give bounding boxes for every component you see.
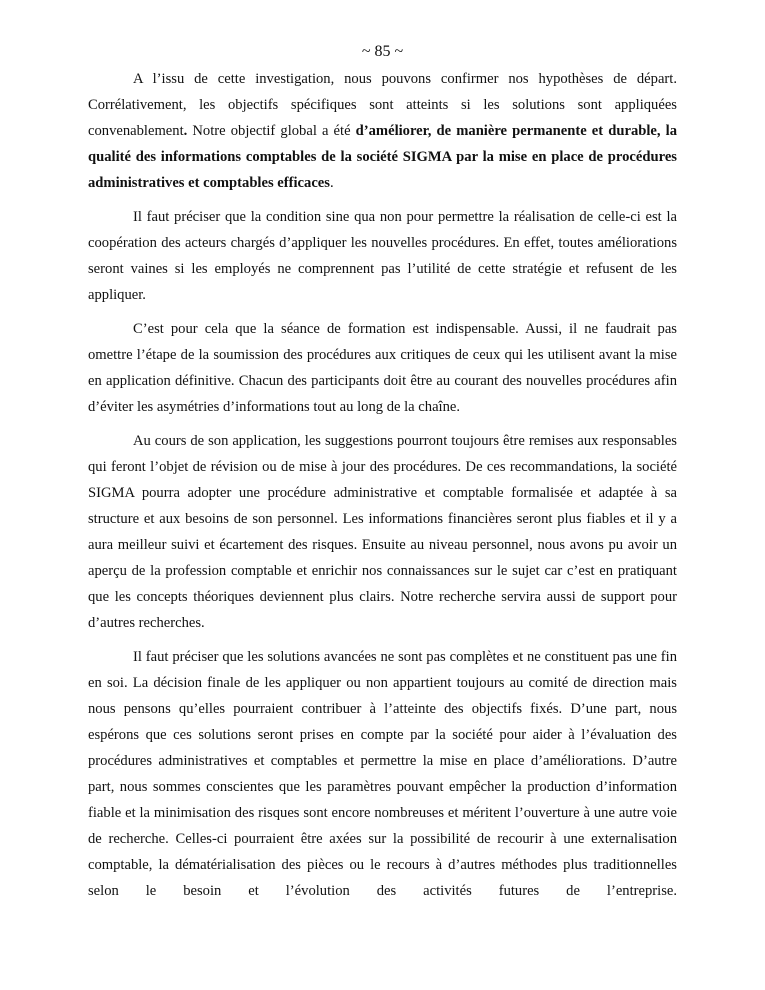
- paragraph-cooperation: Il faut préciser que la condition sine qua non pour permettre la réalisation de celle-ci est la coopération des acteurs chargés d’appliquer les nouvelles procédures. En effet, toutes améliorations seront vaines si les employés ne comprennent pas l’utilité de cette stratégie et refusent de les appliquer.: [88, 209, 677, 303]
- paragraph-1-bold-period: .: [183, 123, 188, 139]
- paragraph-1-end: .: [329, 175, 334, 191]
- paragraph-limits: Il faut préciser que les solutions avancées ne sont pas complètes et ne constituent pas une fin en soi. La décision finale de les appliquer ou non appartient toujours au comité de direction mais nous pensons qu’elles pourraient contribuer à l’atteinte des objectifs fixés. D’une part, nous espérons que ces solutions seront prises en compte par la société pour aider à l’évaluation des procédures administratives et comptables et permettre la mise en place d’améliorations. D’autre part, nous sommes conscientes que les paramètres pouvant empêcher la production d’information fiable et la minimisation des risques sont encore nombreuses et méritent l’ouverture à une autre voie de recherche. Celles-ci pourraient être axées sur la possibilité de recourir à une externalisation comptable, la dématérialisation des pièces ou le recours à d’autres méthodes plus traditionnelles selon le besoin et l’évolution des activités futures de l’entreprise.: [88, 649, 677, 899]
- paragraph-1-text-continued: Notre objectif global a été: [187, 123, 356, 139]
- paragraph-1-objective-bold: d’améliorer, de manière permanente et durable, la qualité des informations comptables de la société SIGMA par la mise en place de procédures administratives et comptables efficaces: [88, 123, 677, 191]
- paragraph-application: Au cours de son application, les suggestions pourront toujours être remises aux responsables qui feront l’objet de révision ou de mise à jour des procédures. De ces recommandations, la société SIGMA pourra adopter une procédure administrative et comptable formalisée et adaptée à sa structure et aux besoins de son personnel. Les informations financières seront plus fiables et il y a aura meilleur suivi et écartement des risques. Ensuite au niveau personnel, nous avons pu avoir un aperçu de la profession comptable et enrichir nos connaissances sur le sujet car c’est en pratiquant que les concepts théoriques deviennent plus clairs. Notre recherche servira aussi de support pour d’autres recherches.: [88, 433, 677, 631]
- paragraph-training: C’est pour cela que la séance de formation est indispensable. Aussi, il ne faudrait pas omettre l’étape de la soumission des procédures aux critiques de ceux qui les utilisent avant la mise en application définitive. Chacun des participants doit être au courant des nouvelles procédures afin d’éviter les asymétries d’informations tout au long de la chaîne.: [88, 321, 677, 415]
- paragraph-1-text: A l’issu de cette investigation, nous pouvons confirmer nos hypothèses de départ. Corrélativement, les objectifs spécifiques sont atteints si les solutions sont appliquées convenablement: [88, 71, 677, 139]
- page-number: ~ 85 ~: [361, 43, 404, 60]
- document-page: [88, 42, 677, 912]
- paragraph-conclusion-intro: [88, 66, 677, 196]
